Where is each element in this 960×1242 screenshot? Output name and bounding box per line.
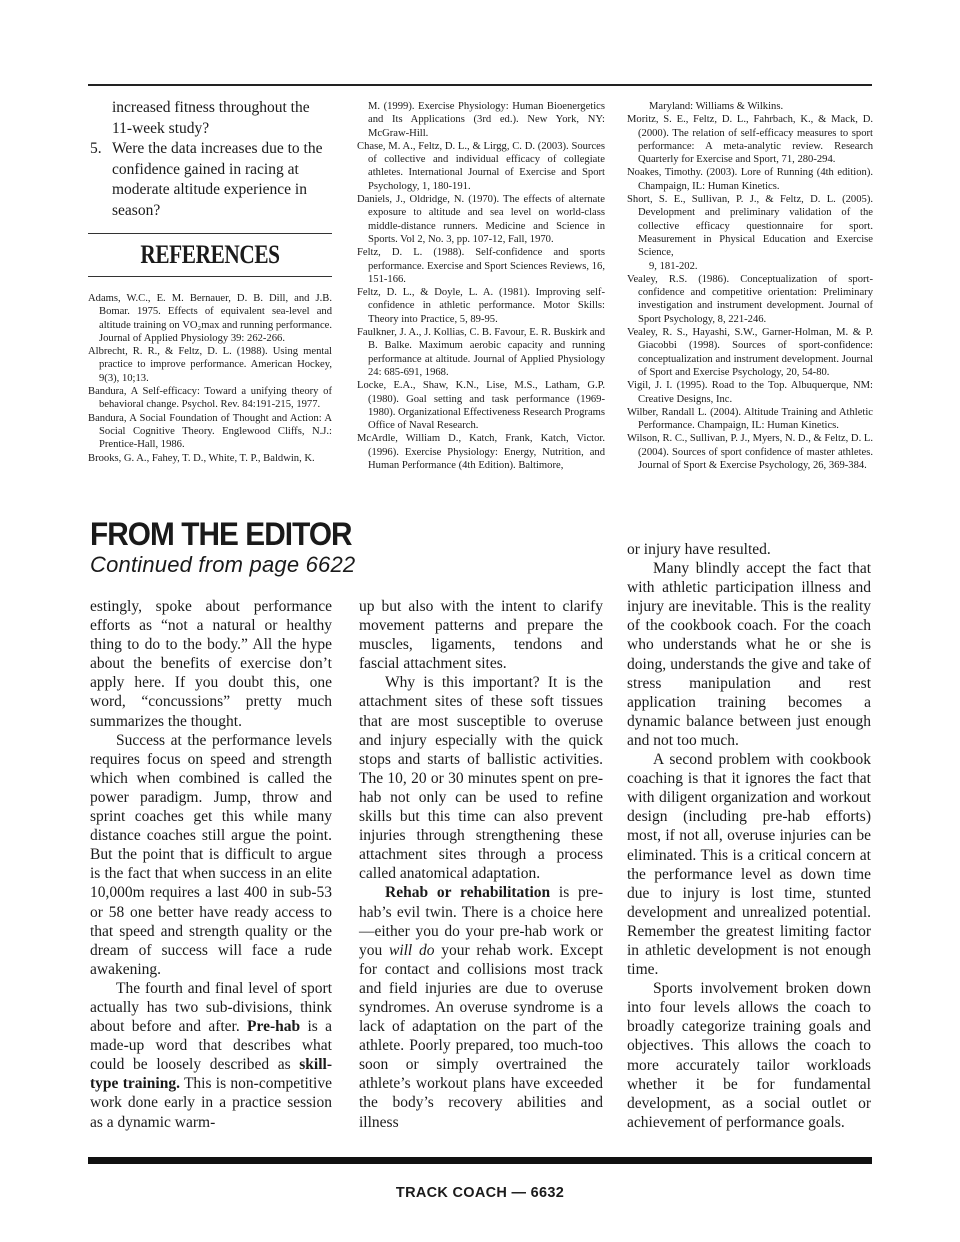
paragraph bbox=[90, 979, 332, 1132]
text-run: This is non-competitive work done early in a practice session as a dynamic warm- bbox=[90, 1075, 332, 1131]
italic-term: will do bbox=[388, 941, 435, 959]
paragraph: Sports involvement broken down into four levels allows the coach to broadly categorize training goals and objectives. This allows the coach to more accurately tailor workloads whether it be for fundamental development, as a social outlet or achievement of performance goals. bbox=[627, 980, 871, 1131]
reference-item: Faulkner, J. A., J. Kollias, C. B. Favour, E. R. Buskirk and B. Balke. Maximum aerobic capacity and running performance at altitude. Journal of Applied Physiology 24: 685-691, 1968. bbox=[357, 327, 605, 378]
text-run: is pre-hab’s evil twin. There is a choice here—either you do your pre-hab work or you bbox=[359, 884, 603, 959]
reference-item: Bandura, A Social Foundation of Thought and Action: A Social Cognitive Theory. Englewood Cliffs, N.J.: Prentice-Hall, 1986. bbox=[88, 412, 332, 451]
reference-item: McArdle, William D., Katch, Frank, Katch, Victor. (1996). Exercise Physiology: Energy, Nutrition, and Human Performance (4th Edition). Baltimore, bbox=[357, 433, 605, 472]
text-run: your rehab work. Except for contact and collisions most track and field injuries are due to overuse syndromes. An overuse syndrome is a lack of adaptation on the part of the athlete. Poorly prepared, too much-too soon or simply overtrained the athlete’s workout plans have exceeded the body’s recovery abilities and illness bbox=[359, 941, 603, 1131]
paragraph: Many blindly accept the fact that with athletic participation illness and injury are inevitable. This is the reality of the cookbook coach. For the coach who understands what he or she is doing, understands the give and take of stress manipulation and rest application training becomes a dynamic balance between just enough and not too much. bbox=[627, 560, 871, 749]
reference-item: Short, S. E., Sullivan, P. J., & Feltz, D. L. (2005). Development and preliminary validation of the collective efficacy questionnaire for sport. Measurement in Physical Education and Exercise Science, bbox=[627, 194, 873, 259]
paragraph bbox=[359, 883, 603, 1131]
paragraph: A second problem with cookbook coaching is that it ignores the fact that with diligent organization and workout design (including pre-hab efforts) most, if not all, overuse injuries can be eliminated. This is a critical concern at the performance level as down time due to injury is lost time, stunted development and unrealized potential. Remember the greatest limiting factor in athletic development is not enough time. bbox=[627, 751, 871, 979]
paragraph: or injury have resulted. bbox=[627, 541, 771, 558]
reference-item: 9, 181-202. bbox=[649, 260, 698, 272]
top-rule bbox=[88, 84, 872, 86]
reference-item: Brooks, G. A., Fahey, T. D., White, T. P., Baldwin, K. bbox=[88, 452, 315, 464]
reference-item: Feltz, D. L., & Doyle, L. A. (1981). Improving self-confidence in athletic performance. Motor Skills: Theory into Practice, 5, 89-95. bbox=[357, 287, 605, 325]
text-run: is a made-up word that describes what could be loosely described as bbox=[90, 1018, 332, 1074]
editor-column-1 bbox=[90, 597, 332, 1132]
question-5 bbox=[90, 139, 332, 221]
references-column-2 bbox=[357, 100, 605, 472]
editor-column-3 bbox=[627, 540, 871, 1132]
reference-item: Wilson, R. C., Sullivan, P. J., Myers, N. D., & Feltz, D. L. (2004). Sources of sport confidence of master athletes. Journal of Sport & Exercise Psychology, 26, 369-384. bbox=[627, 433, 873, 472]
reference-item: Daniels, J., Oldridge, N. (1970). The effects of alternate exposure to altitude and sea level on world-class middle-distance runners. Medicine and Science in Sports. Vol 2, No. 3, pp. 107-12, Fall, 1970. bbox=[357, 194, 605, 245]
bold-term: Rehab or rehabilitation bbox=[385, 884, 551, 902]
reference-item: Vigil, J. I. (1995). Road to the Top. Albuquerque, NM: Creative Designs, Inc. bbox=[627, 380, 873, 405]
references-heading: REFERENCES bbox=[140, 240, 280, 269]
paragraph: estingly, spoke about performance efforts as “not a natural or healthy thing to do to the body.” All the hype about the benefits of exercise don’t apply here. If you doubt this, one word, “concussions” pretty much summarizes the thought. bbox=[90, 598, 332, 730]
paragraph: Success at the performance levels requires focus on speed and strength which when combined is called the power paradigm. Jump, throw and sprint coaches get this while many distance coaches still argue the point. But the point that is difficult to argue is the fact that when success in an elite 10,000m requires a last 400 in sub-53 or 58 one better have ready access to that speed and strength quality or the dream of success will face a rude awakening. bbox=[90, 731, 332, 978]
reference-item: Maryland: Williams & Wilkins. bbox=[649, 101, 784, 112]
editor-continued-line: Continued from page 6622 bbox=[90, 552, 356, 577]
reference-item: Vealey, R.S. (1986). Conceptualization of sport-confidence and competitive orientation: Preliminary investigation and instrument development. Journal of Sport Psychology, 8, 221-246. bbox=[627, 273, 873, 325]
references-column-1 bbox=[88, 292, 332, 465]
references-column-3 bbox=[627, 100, 873, 472]
reference-item: Adams, W.C., E. M. Bernauer, D. B. Dill, and J.B. Bomar. 1975. Effects of equivalent sea-level and altitude training on VO₂max and running performance. Journal of Applied Physiology 39: 262-266. bbox=[88, 293, 332, 344]
reference-item: Feltz, D. L. (1988). Self-confidence and sports performance. Exercise and Sport Sciences Reviews, 16, 151-166. bbox=[357, 247, 605, 285]
question-4-continued: increased fitness throughout the 11-week study? bbox=[112, 99, 310, 137]
discussion-questions bbox=[90, 98, 332, 221]
bold-term: skill-type training. bbox=[90, 1056, 332, 1093]
paragraph: Why is this important? It is the attachment sites of these soft tissues that are most susceptible to overuse and injury especially with the quick stops and starts of ballistic activities. The 10, 20 or 30 minutes spent on pre-hab not only can be used to refine skills but this time can also prevent injuries through strengthening these attachment sites through a process called anatomical adaptation. bbox=[359, 674, 603, 883]
reference-item: M. (1999). Exercise Physiology: Human Bioenergetics and Its Applications (3rd ed.). New York, NY: McGraw-Hill. bbox=[368, 101, 605, 139]
bold-term: Pre-hab bbox=[247, 1018, 301, 1036]
reference-item: Noakes, Timothy. (2003). Lore of Running (4th edition). Champaign, IL: Human Kinetics. bbox=[627, 167, 873, 192]
reference-item: Bandura, A Self-efficacy: Toward a unifying theory of behavioral change. Psychol. Rev. 84:191-215, 1977. bbox=[88, 386, 332, 411]
question-5-number: 5. bbox=[90, 140, 102, 157]
references-rule-bottom bbox=[88, 276, 332, 277]
reference-item: Locke, E.A., Shaw, K.N., Lise, M.S., Latham, G.P. (1980). Goal setting and task performance (1969-1980). Organizational Effectiveness Research Programs Office of Naval Research. bbox=[357, 380, 606, 432]
page-footer: TRACK COACH — 6632 bbox=[395, 1185, 565, 1201]
text-run: The fourth and final level of sport actually has two sub-divisions, think about before and after. bbox=[90, 979, 332, 1036]
reference-item: Moritz, S. E., Feltz, D. L., Fahrbach, K., & Mack, D. (2000). The relation of self-efficacy measures to sport performance: A meta-analytic review. Research Quarterly for Exercise and Sport, 71, 280-294. bbox=[627, 114, 873, 166]
reference-item: Wilber, Randall L. (2004). Altitude Training and Athletic Performance. Champaign, IL: Human Kinetics. bbox=[627, 406, 873, 432]
paragraph: up but also with the intent to clarify movement patterns and prepare the muscles, ligaments, tendons and fascial attachment sites. bbox=[359, 598, 603, 673]
bottom-rule bbox=[88, 1157, 872, 1164]
references-rule-top bbox=[88, 233, 332, 234]
question-5-text: Were the data increases due to the confidence gained in racing at moderate altitude experience in season? bbox=[112, 140, 323, 219]
reference-item: Chase, M. A., Feltz, D. L., & Lirgg, C. D. (2003). Sources of collective and individual efficacy of collegiate athletes. International Journal of Exercise and Sport Psychology, 1, 180-191. bbox=[357, 140, 605, 192]
reference-item: Albrecht, R. R., & Feltz, D. L. (1988). Using mental practice to improve performance. American Hockey, 9(3), 10;13. bbox=[88, 346, 332, 384]
editor-heading: FROM THE EDITOR bbox=[90, 516, 352, 552]
editor-column-2 bbox=[359, 597, 603, 1132]
reference-item: Vealey, R. S., Hayashi, S.W., Garner-Holman, M. & P. Giacobbi (1998). Sources of sport-confidence: conceptualization and instrument development. Journal of Sport and Exercise Psychology, 20, 54-80. bbox=[627, 327, 873, 378]
